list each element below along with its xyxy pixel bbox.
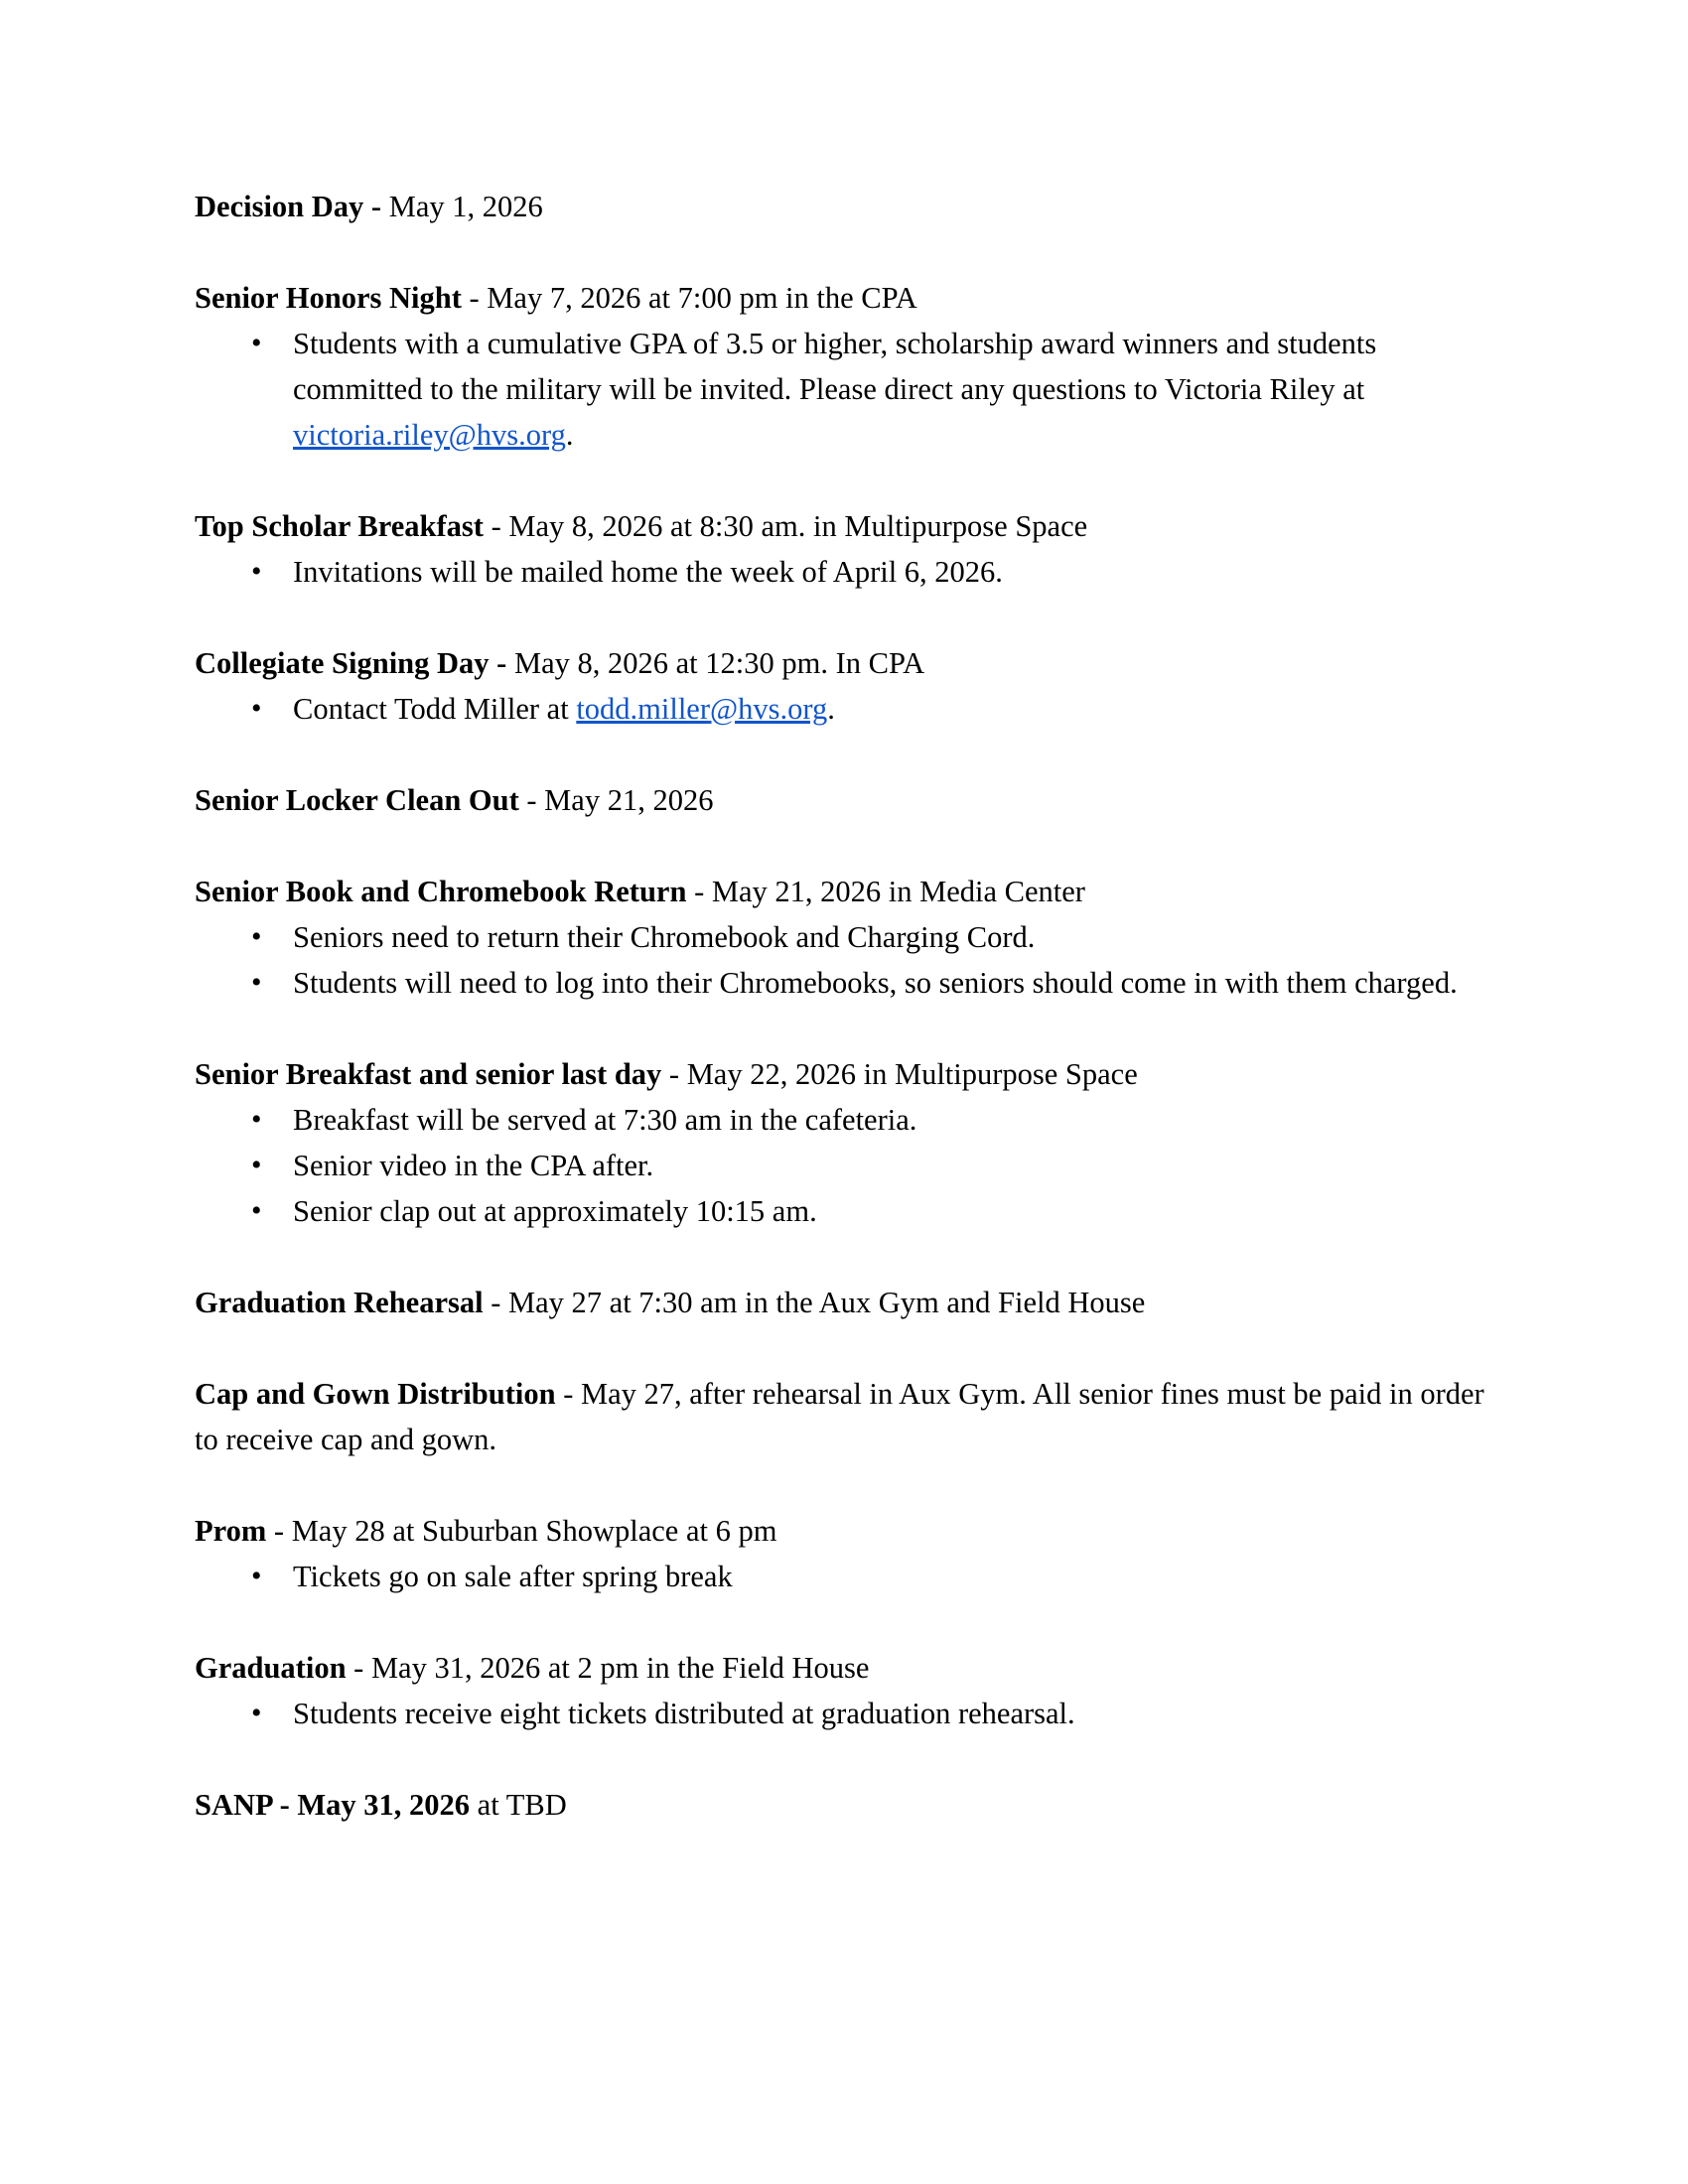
- section-prom: [195, 1508, 1489, 1599]
- section-heading-line: [195, 1371, 1489, 1462]
- section-heading: Cap and Gown Distribution: [195, 1377, 556, 1411]
- bullet-list: [195, 914, 1489, 1006]
- list-item: [195, 321, 1489, 458]
- bullet-text: Contact Todd Miller at: [293, 692, 577, 726]
- section-heading: Senior Locker Clean Out: [195, 783, 519, 817]
- section-senior-honors-night: [195, 275, 1489, 458]
- section-heading-line: [195, 1782, 1489, 1828]
- section-heading: Graduation Rehearsal: [195, 1286, 484, 1319]
- email-link-todd-miller[interactable]: todd.miller@hvs.org: [576, 692, 828, 726]
- bullet-text: Breakfast will be served at 7:30 am in the cafeteria.: [293, 1103, 917, 1137]
- bullet-text: Invitations will be mailed home the week of April 6, 2026.: [293, 555, 1003, 589]
- list-item: [195, 1188, 1489, 1234]
- section-senior-breakfast-and-senior-last-day: [195, 1051, 1489, 1234]
- list-item: [195, 1097, 1489, 1143]
- section-detail: - May 27 at 7:30 am in the Aux Gym and Field House: [483, 1286, 1146, 1319]
- section-detail: - May 8, 2026 at 8:30 am. in Multipurpose Space: [483, 509, 1088, 543]
- section-detail: at TBD: [470, 1788, 567, 1822]
- section-heading: Senior Honors Night: [195, 281, 462, 315]
- bullet-text: Senior video in the CPA after.: [293, 1149, 654, 1182]
- bullet-list: [195, 1097, 1489, 1234]
- section-heading: Top Scholar Breakfast: [195, 509, 484, 543]
- section-detail: May 8, 2026 at 12:30 pm. In CPA: [506, 646, 925, 680]
- section-heading-line: [195, 1645, 1489, 1691]
- bullet-list: [195, 1554, 1489, 1599]
- bullet-list: [195, 321, 1489, 458]
- section-heading-line: [195, 1508, 1489, 1554]
- list-item: [195, 1554, 1489, 1599]
- section-senior-book-and-chromebook-return: [195, 869, 1489, 1006]
- bullet-text-after: .: [565, 418, 574, 452]
- list-item: [195, 1691, 1489, 1736]
- section-heading: Graduation: [195, 1651, 347, 1685]
- section-detail: - May 21, 2026: [518, 783, 714, 817]
- list-item: [195, 960, 1489, 1006]
- section-graduation: [195, 1645, 1489, 1736]
- list-item: [195, 1143, 1489, 1188]
- section-detail: May 1, 2026: [381, 190, 543, 223]
- bullet-list: [195, 1691, 1489, 1736]
- section-detail: - May 22, 2026 in Multipurpose Space: [661, 1057, 1138, 1091]
- section-graduation-rehearsal: [195, 1280, 1489, 1325]
- section-heading: Decision Day -: [195, 190, 382, 223]
- section-detail: - May 7, 2026 at 7:00 pm in the CPA: [461, 281, 917, 315]
- bullet-list: [195, 686, 1489, 732]
- bullet-text: Senior clap out at approximately 10:15 am.: [293, 1194, 817, 1228]
- section-senior-locker-clean-out: [195, 777, 1489, 823]
- section-heading-line: [195, 503, 1489, 549]
- section-sanp: [195, 1782, 1489, 1828]
- list-item: [195, 686, 1489, 732]
- document-body: [195, 184, 1489, 1828]
- section-heading: Prom: [195, 1514, 267, 1548]
- bullet-list: [195, 549, 1489, 595]
- section-heading: SANP - May 31, 2026: [195, 1788, 471, 1822]
- bullet-text: Tickets go on sale after spring break: [293, 1560, 733, 1593]
- list-item: [195, 914, 1489, 960]
- bullet-text: Students receive eight tickets distributed at graduation rehearsal.: [293, 1697, 1075, 1730]
- section-heading-line: [195, 777, 1489, 823]
- bullet-text: Seniors need to return their Chromebook and Charging Cord.: [293, 920, 1036, 954]
- section-heading: Senior Breakfast and senior last day: [195, 1057, 662, 1091]
- section-heading-line: [195, 869, 1489, 914]
- bullet-text: Students with a cumulative GPA of 3.5 or higher, scholarship award winners and students committed to the military will be invited. Please direct any questions to Victoria Riley at: [293, 327, 1377, 406]
- section-collegiate-signing-day: [195, 640, 1489, 732]
- section-heading: Senior Book and Chromebook Return: [195, 875, 687, 908]
- section-heading: Collegiate Signing Day -: [195, 646, 507, 680]
- list-item: [195, 549, 1489, 595]
- section-heading-line: [195, 275, 1489, 321]
- section-detail: - May 21, 2026 in Media Center: [686, 875, 1085, 908]
- section-detail: - May 31, 2026 at 2 pm in the Field House: [346, 1651, 870, 1685]
- bullet-text: Students will need to log into their Chromebooks, so seniors should come in with them charged.: [293, 966, 1458, 1000]
- section-heading-line: [195, 1280, 1489, 1325]
- section-detail: - May 27, after rehearsal in Aux Gym. All senior fines must be paid in order to receive cap and gown.: [195, 1377, 1484, 1456]
- section-decision-day: [195, 184, 1489, 229]
- section-detail: - May 28 at Suburban Showplace at 6 pm: [266, 1514, 777, 1548]
- section-heading-line: [195, 1051, 1489, 1097]
- section-heading-line: [195, 184, 1489, 229]
- section-heading-line: [195, 640, 1489, 686]
- section-top-scholar-breakfast: [195, 503, 1489, 595]
- bullet-text-after: .: [827, 692, 835, 726]
- email-link-victoria-riley[interactable]: victoria.riley@hvs.org: [293, 418, 566, 452]
- section-cap-and-gown-distribution: [195, 1371, 1489, 1462]
